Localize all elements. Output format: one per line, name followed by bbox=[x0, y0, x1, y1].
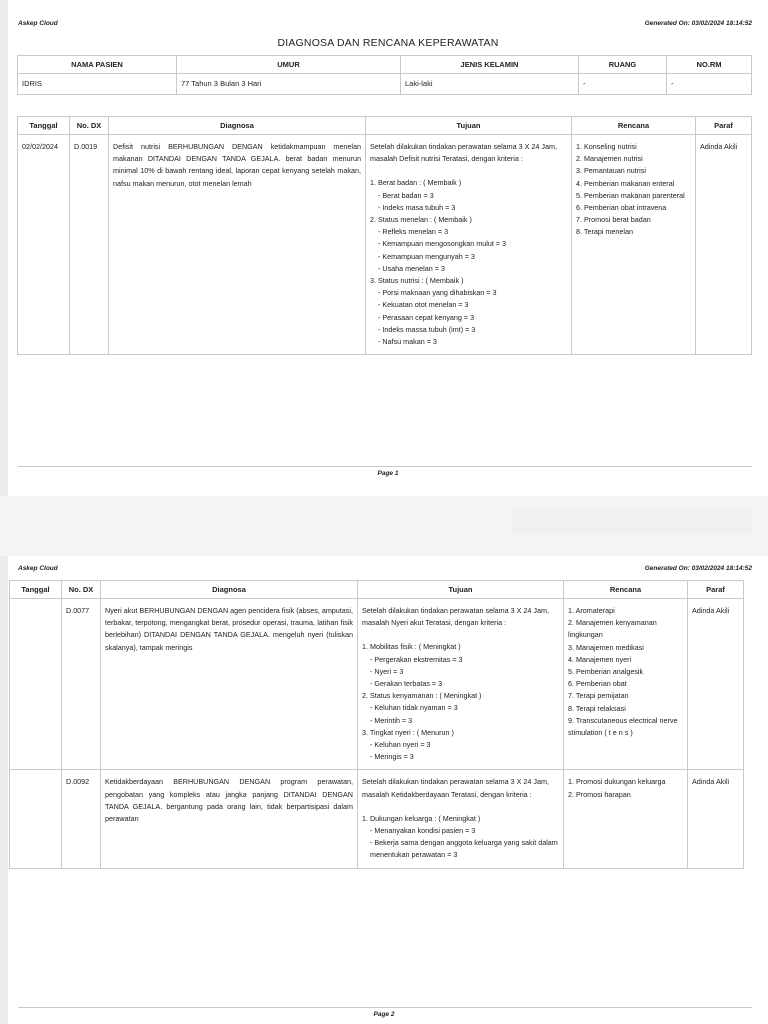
list-item: 1. Aromaterapi bbox=[568, 606, 615, 615]
plan-list bbox=[576, 141, 691, 239]
patient-record-number: - bbox=[667, 74, 752, 95]
row-dx-code: D.0092 bbox=[62, 770, 101, 868]
col-umur: UMUR bbox=[177, 56, 401, 74]
list-item: 2. Manajemen kenyamanan lingkungan bbox=[568, 618, 657, 640]
col-diagnosa: Diagnosa bbox=[101, 581, 358, 599]
col-tanggal: Tanggal bbox=[18, 117, 70, 135]
page-header bbox=[18, 20, 752, 27]
row-dx-code: D.0077 bbox=[62, 599, 101, 770]
row-goal bbox=[358, 599, 564, 770]
page-number: Page 1 bbox=[377, 470, 399, 477]
criteria-item: - Usaha menelan = 3 bbox=[378, 263, 445, 273]
list-item: 7. Promosi berat badan bbox=[576, 215, 651, 225]
faded-toolbar bbox=[512, 508, 752, 534]
table-row bbox=[10, 599, 744, 770]
plan-list bbox=[568, 605, 683, 739]
diagnosis-table-page-1 bbox=[17, 116, 752, 355]
patient-info-table bbox=[17, 55, 752, 95]
criteria-item: - Nafsu makan = 3 bbox=[378, 337, 437, 347]
list-item: 3. Tingkat nyeri : ( Menurun ) bbox=[362, 727, 454, 737]
row-date bbox=[10, 770, 62, 868]
list-item: 6. Pemberian obat intravena bbox=[576, 203, 667, 213]
criteria-item: - Keluhan nyeri = 3 bbox=[370, 740, 431, 750]
footer-divider bbox=[18, 466, 752, 467]
criteria-item: - Merintih = 3 bbox=[370, 715, 413, 725]
list-item: 1. Konseling nutrisi bbox=[576, 142, 637, 151]
list-item: 3. Pemantauan nutrisi bbox=[576, 166, 646, 176]
patient-room: - bbox=[579, 74, 667, 95]
row-plan bbox=[564, 770, 688, 868]
patient-age: 77 Tahun 3 Bulan 3 Hari bbox=[177, 74, 401, 95]
row-diagnosis: Nyeri akut BERHUBUNGAN DENGAN agen pencidera fisik (abses, amputasi, terbakar, terpotong, mengangkat berat, prosedur operasi, trauma, latihan fisik berlebihan) DITANDAI DENGAN TANDA GEJALA. mengeluh nyeri (tuliskan skalanya), tampak meringis bbox=[101, 599, 358, 770]
row-goal bbox=[366, 135, 572, 355]
criteria-item: - Kemampuan mengunyah = 3 bbox=[378, 251, 475, 261]
table-header-row bbox=[10, 581, 744, 599]
col-tujuan: Tujuan bbox=[358, 581, 564, 599]
patient-header-row bbox=[18, 56, 752, 74]
list-item: 6. Pemberian obat bbox=[568, 679, 627, 689]
list-item: 3. Manajemen medikasi bbox=[568, 642, 644, 652]
page-header bbox=[18, 565, 752, 572]
col-rencana: Rencana bbox=[572, 117, 696, 135]
row-dx-code: D.0019 bbox=[70, 135, 109, 355]
generated-timestamp: Generated On: 03/02/2024 18:14:52 bbox=[644, 20, 752, 27]
list-item: 2. Promosi harapan bbox=[568, 789, 631, 799]
goal-intro: Setelah dilakukan tindakan perawatan selama 3 X 24 Jam, masalah Defisit nutrisi Teratasi, dengan kriteria : bbox=[370, 142, 557, 164]
criteria-item: - Nyeri = 3 bbox=[370, 666, 404, 676]
goal-intro: Setelah dilakukan tindakan perawatan selama 3 X 24 Jam, masalah Ketidakberdayaan Teratasi, dengan kriteria : bbox=[362, 777, 549, 799]
document-title: DIAGNOSA DAN RENCANA KEPERAWATAN bbox=[277, 37, 499, 49]
list-item: 8. Terapi menelan bbox=[576, 227, 634, 237]
criteria-item: - Meringis = 3 bbox=[370, 752, 414, 762]
criteria-item: - Pergerakan ekstremitas = 3 bbox=[370, 654, 463, 664]
criteria-item: - Perasaan cepat kenyang = 3 bbox=[378, 312, 475, 322]
goal-intro: Setelah dilakukan tindakan perawatan selama 3 X 24 Jam, masalah Nyeri akut Teratasi, dengan kriteria : bbox=[362, 606, 549, 628]
goal-criteria-list bbox=[362, 641, 559, 763]
footer-divider bbox=[18, 1007, 752, 1008]
plan-list bbox=[568, 776, 683, 800]
table-row bbox=[10, 770, 744, 868]
row-date bbox=[10, 599, 62, 770]
list-item: 5. Pemberian makanan parenteral bbox=[576, 190, 685, 200]
row-diagnosis: Defisit nutrisi BERHUBUNGAN DENGAN ketidakmampuan menelan makanan DITANDAI DENGAN TANDA GEJALA. berat badan menurun minimal 10% di bawah rentang ideal, laporan cepat kenyang setelah makan, nafsu makan menurun, otot menelan lemah bbox=[109, 135, 366, 355]
row-signature: Adinda Akili bbox=[696, 135, 752, 355]
criteria-item: - Indeks masa tubuh = 3 bbox=[378, 202, 456, 212]
list-item: 8. Terapi relaksasi bbox=[568, 703, 626, 713]
col-no-rm: NO.RM bbox=[667, 56, 752, 74]
generated-timestamp: Generated On: 03/02/2024 18:14:52 bbox=[644, 565, 752, 572]
list-item: 1. Promosi dukungan keluarga bbox=[568, 777, 666, 787]
criteria-item: - Keluhan tidak nyaman = 3 bbox=[370, 703, 458, 713]
document-page-1 bbox=[8, 0, 768, 496]
list-item: 1. Mobilitas fisik : ( Meningkat ) bbox=[362, 642, 461, 652]
diagnosis-table-page-2 bbox=[9, 580, 744, 869]
col-rencana: Rencana bbox=[564, 581, 688, 599]
criteria-item: - Berat badan = 3 bbox=[378, 190, 434, 200]
col-no-dx: No. DX bbox=[70, 117, 109, 135]
col-no-dx: No. DX bbox=[62, 581, 101, 599]
criteria-item: - Menanyakan kondisi pasien = 3 bbox=[370, 826, 476, 836]
patient-gender: Laki-laki bbox=[401, 74, 579, 95]
criteria-item: - Kekuatan otot menelan = 3 bbox=[378, 300, 469, 310]
list-item: 2. Status menelan : ( Membaik ) bbox=[370, 215, 472, 225]
list-item: 4. Manajemen nyeri bbox=[568, 654, 632, 664]
app-name: Askep Cloud bbox=[18, 20, 58, 27]
patient-value-row bbox=[18, 74, 752, 95]
col-paraf: Paraf bbox=[688, 581, 744, 599]
list-item: 2. Status kenyamanan : ( Meningkat ) bbox=[362, 691, 482, 701]
col-diagnosa: Diagnosa bbox=[109, 117, 366, 135]
row-plan bbox=[572, 135, 696, 355]
col-nama-pasien: NAMA PASIEN bbox=[18, 56, 177, 74]
row-signature: Adinda Akili bbox=[688, 599, 744, 770]
row-goal bbox=[358, 770, 564, 868]
list-item: 5. Pemberian analgesik bbox=[568, 667, 644, 677]
col-jenis-kelamin: JENIS KELAMIN bbox=[401, 56, 579, 74]
criteria-item: - Porsi maknaan yang dihabiskan = 3 bbox=[378, 288, 497, 298]
col-paraf: Paraf bbox=[696, 117, 752, 135]
list-item: 7. Terapi pemijatan bbox=[568, 691, 629, 701]
row-signature: Adinda Akili bbox=[688, 770, 744, 868]
list-item: 1. Berat badan : ( Membaik ) bbox=[370, 178, 462, 188]
criteria-item: - Bekerja sama dengan anggota keluarga yang sakit dalam menentukan perawatan = 3 bbox=[370, 838, 558, 860]
list-item: 3. Status nutrisi : ( Membaik ) bbox=[370, 276, 464, 286]
criteria-item: - Kemampuan mengosongkan mulut = 3 bbox=[378, 239, 507, 249]
goal-criteria-list bbox=[362, 813, 559, 862]
row-diagnosis: Ketidakberdayaan BERHUBUNGAN DENGAN program perawatan, pengobatan yang kompleks atau jangka panjang DITANDAI DENGAN TANDA GEJALA. bergantung pada orang lain, tidak berpartisipasi dalam perawatan bbox=[101, 770, 358, 868]
list-item: 9. Transcutaneous electrical nerve stimulation ( t e n s ) bbox=[568, 715, 678, 738]
goal-criteria-list bbox=[370, 177, 567, 348]
row-date: 02/02/2024 bbox=[18, 135, 70, 355]
list-item: 4. Pemberian makanan enteral bbox=[576, 178, 675, 188]
page-number: Page 2 bbox=[373, 1011, 395, 1018]
col-tujuan: Tujuan bbox=[366, 117, 572, 135]
criteria-item: - Indeks massa tubuh (imt) = 3 bbox=[378, 324, 476, 334]
patient-name: IDRIS bbox=[18, 74, 177, 95]
criteria-item: - Gerakan terbatas = 3 bbox=[370, 679, 443, 689]
criteria-item: - Refleks menelan = 3 bbox=[378, 227, 449, 237]
row-plan bbox=[564, 599, 688, 770]
table-header-row bbox=[18, 117, 752, 135]
table-row bbox=[18, 135, 752, 355]
col-tanggal: Tanggal bbox=[10, 581, 62, 599]
list-item: 2. Manajemen nutrisi bbox=[576, 154, 643, 164]
list-item: 1. Dukungan keluarga : ( Meningkat ) bbox=[362, 813, 481, 823]
app-name: Askep Cloud bbox=[18, 565, 58, 572]
col-ruang: RUANG bbox=[579, 56, 667, 74]
